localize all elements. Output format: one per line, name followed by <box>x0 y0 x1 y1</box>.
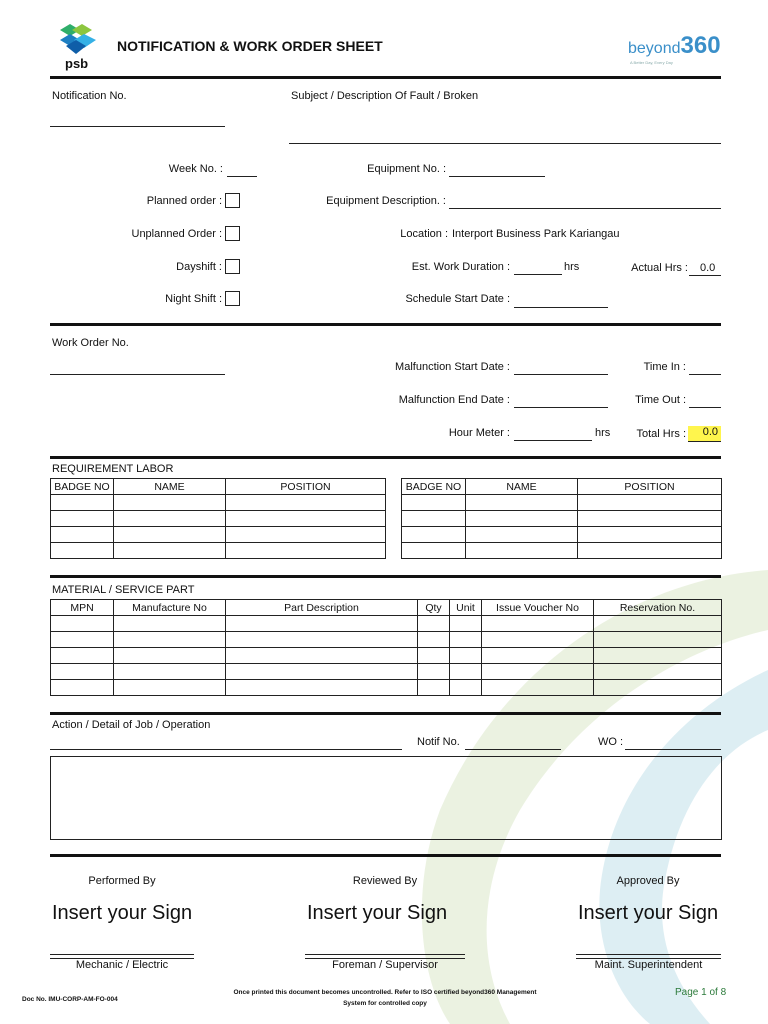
page-number: Page 1 of 8 <box>675 987 727 998</box>
subject-label: Subject / Description Of Fault / Broken <box>291 90 479 102</box>
col-header: BADGE NO <box>51 479 114 495</box>
night-shift-label: Night Shift : <box>165 293 222 305</box>
table-header-row <box>402 479 722 495</box>
cell[interactable] <box>418 648 450 664</box>
night-shift-checkbox[interactable] <box>225 291 240 306</box>
cell[interactable] <box>594 648 722 664</box>
table-header-row <box>51 479 386 495</box>
beyond360-logo <box>628 32 721 65</box>
col-header: Unit <box>450 600 482 616</box>
time-in-field[interactable] <box>689 374 721 375</box>
cell[interactable] <box>450 648 482 664</box>
cell[interactable] <box>226 527 386 543</box>
unplanned-order-checkbox[interactable] <box>225 226 240 241</box>
cell[interactable] <box>594 632 722 648</box>
cell[interactable] <box>51 495 114 511</box>
col-header: Manufacture No <box>114 600 226 616</box>
total-hrs-field[interactable] <box>688 426 721 442</box>
total-hrs-label: Total Hrs : <box>636 428 686 440</box>
cell[interactable] <box>51 543 114 559</box>
cell[interactable] <box>450 616 482 632</box>
col-header: POSITION <box>226 479 386 495</box>
location-label: Location : <box>400 228 448 240</box>
cell[interactable] <box>466 527 578 543</box>
hour-meter-field[interactable] <box>514 440 592 441</box>
work-order-no-field[interactable] <box>50 374 225 375</box>
est-work-duration-unit: hrs <box>564 261 580 273</box>
cell[interactable] <box>466 511 578 527</box>
planned-order-checkbox[interactable] <box>225 193 240 208</box>
table-row[interactable] <box>51 616 722 632</box>
time-out-label: Time Out : <box>635 394 686 406</box>
cell[interactable] <box>466 495 578 511</box>
cell[interactable] <box>466 543 578 559</box>
approved-by-sign[interactable]: Insert your Sign <box>578 902 719 924</box>
page-title: NOTIFICATION & WORK ORDER SHEET <box>117 38 383 54</box>
reviewed-by-role: Foreman / Supervisor <box>332 959 438 971</box>
cell[interactable] <box>418 664 450 680</box>
actual-hrs-value: 0.0 <box>700 262 716 274</box>
action-detail-textarea[interactable] <box>50 756 722 840</box>
cell[interactable] <box>114 632 226 648</box>
cell[interactable] <box>226 648 418 664</box>
cell[interactable] <box>450 632 482 648</box>
table-row[interactable] <box>402 527 722 543</box>
hour-meter-label: Hour Meter : <box>448 427 510 439</box>
subject-field[interactable] <box>289 143 721 144</box>
brand-prefix: beyond <box>628 40 681 57</box>
cell[interactable] <box>482 632 594 648</box>
table-header-row <box>51 600 722 616</box>
table-row[interactable] <box>402 511 722 527</box>
total-hrs-value: 0.0 <box>702 426 718 438</box>
material-section-title: MATERIAL / SERVICE PART <box>52 584 195 596</box>
planned-order-label: Planned order : <box>146 195 222 207</box>
equipment-description-field[interactable] <box>449 208 721 209</box>
wo-field[interactable] <box>625 749 721 750</box>
col-header: Part Description <box>226 600 418 616</box>
cell[interactable] <box>482 648 594 664</box>
cell[interactable] <box>114 680 226 696</box>
equipment-no-label: Equipment No. : <box>367 163 446 175</box>
table-row[interactable] <box>51 527 386 543</box>
table-row[interactable] <box>51 511 386 527</box>
header-divider <box>50 76 721 79</box>
cell[interactable] <box>594 664 722 680</box>
table-row[interactable] <box>51 632 722 648</box>
equipment-no-field[interactable] <box>449 176 545 177</box>
cell[interactable] <box>114 527 226 543</box>
cell[interactable] <box>114 495 226 511</box>
table-row[interactable] <box>402 495 722 511</box>
est-work-duration-label: Est. Work Duration : <box>411 261 510 273</box>
cell[interactable] <box>226 680 418 696</box>
cell[interactable] <box>418 616 450 632</box>
cell[interactable] <box>594 680 722 696</box>
notif-no-label: Notif No. <box>417 736 460 748</box>
col-header: MPN <box>51 600 114 616</box>
col-header: Reservation No. <box>594 600 722 616</box>
cell[interactable] <box>482 616 594 632</box>
psb-logo-icon <box>56 22 102 58</box>
location-value: Interport Business Park Kariangau <box>452 228 620 240</box>
cell[interactable] <box>578 543 722 559</box>
psb-logo-text: psb <box>65 56 89 71</box>
section-divider-4 <box>50 712 721 715</box>
action-detail-title: Action / Detail of Job / Operation <box>52 719 211 731</box>
cell[interactable] <box>578 527 722 543</box>
doc-number: Doc No. IMU-CORP-AM-FO-004 <box>22 996 118 1003</box>
cell[interactable] <box>450 680 482 696</box>
cell[interactable] <box>450 664 482 680</box>
est-work-duration-field[interactable] <box>514 274 562 275</box>
actual-hrs-field[interactable] <box>689 275 721 276</box>
col-header: Qty <box>418 600 450 616</box>
cell[interactable] <box>114 543 226 559</box>
performed-by-role: Mechanic / Electric <box>75 959 169 971</box>
cell[interactable] <box>482 680 594 696</box>
cell[interactable] <box>226 664 418 680</box>
section-divider-3 <box>50 575 721 578</box>
unplanned-order-label: Unplanned Order : <box>131 228 222 240</box>
cell[interactable] <box>226 495 386 511</box>
time-in-label: Time In : <box>643 361 686 373</box>
col-header: POSITION <box>578 479 722 495</box>
dayshift-checkbox[interactable] <box>225 259 240 274</box>
footer-note <box>200 987 570 1009</box>
table-row[interactable] <box>402 543 722 559</box>
hour-meter-unit: hrs <box>595 427 611 439</box>
col-header: NAME <box>466 479 578 495</box>
cell[interactable] <box>402 511 466 527</box>
cell[interactable] <box>402 543 466 559</box>
table-row[interactable] <box>51 543 386 559</box>
malfunction-end-date-field[interactable] <box>514 407 608 408</box>
approved-by-title: Approved By <box>616 875 680 887</box>
cell[interactable] <box>226 632 418 648</box>
performed-by-sign[interactable]: Insert your Sign <box>52 902 193 924</box>
cell[interactable] <box>226 616 418 632</box>
cell[interactable] <box>114 616 226 632</box>
actual-hrs-label: Actual Hrs : <box>631 262 688 274</box>
table-row[interactable] <box>51 680 722 696</box>
week-no-label: Week No. : <box>168 163 223 175</box>
requirement-labor-title: REQUIREMENT LABOR <box>52 463 174 475</box>
labor-table-right <box>401 478 722 559</box>
table-row[interactable] <box>51 664 722 680</box>
cell[interactable] <box>51 511 114 527</box>
col-header: BADGE NO <box>402 479 466 495</box>
cell[interactable] <box>51 648 114 664</box>
footer-note-line-1: Once printed this document becomes uncontrolled. Refer to ISO certified beyond360 Management <box>233 989 537 996</box>
reviewed-by-sign[interactable]: Insert your Sign <box>307 902 448 924</box>
equipment-description-label: Equipment Description. : <box>326 195 446 207</box>
cell[interactable] <box>51 616 114 632</box>
schedule-start-date-label: Schedule Start Date : <box>405 293 510 305</box>
table-row[interactable] <box>51 648 722 664</box>
dayshift-label: Dayshift : <box>176 261 222 273</box>
schedule-start-date-field[interactable] <box>514 307 608 308</box>
cell[interactable] <box>578 511 722 527</box>
footer-note-line-2: System for controlled copy <box>343 1000 427 1007</box>
action-detail-line <box>50 749 402 750</box>
cell[interactable] <box>578 495 722 511</box>
cell[interactable] <box>418 680 450 696</box>
col-header: NAME <box>114 479 226 495</box>
brand-number: 360 <box>680 32 721 59</box>
section-divider-1 <box>50 323 721 326</box>
week-no-field[interactable] <box>227 176 257 177</box>
col-header: Issue Voucher No <box>482 600 594 616</box>
reviewed-by-title: Reviewed By <box>352 875 418 887</box>
labor-table-left <box>50 478 386 559</box>
cell[interactable] <box>51 680 114 696</box>
time-out-field[interactable] <box>689 407 721 408</box>
cell[interactable] <box>226 511 386 527</box>
cell[interactable] <box>114 664 226 680</box>
malfunction-end-date-label: Malfunction End Date : <box>398 394 510 406</box>
cell[interactable] <box>51 527 114 543</box>
cell[interactable] <box>594 616 722 632</box>
cell[interactable] <box>226 543 386 559</box>
section-divider-2 <box>50 456 721 459</box>
notification-no-field[interactable] <box>50 126 225 127</box>
cell[interactable] <box>482 664 594 680</box>
cell[interactable] <box>402 495 466 511</box>
cell[interactable] <box>51 632 114 648</box>
cell[interactable] <box>402 527 466 543</box>
cell[interactable] <box>114 511 226 527</box>
notification-no-label: Notification No. <box>52 90 127 102</box>
section-divider-5 <box>50 854 721 857</box>
cell[interactable] <box>418 632 450 648</box>
table-row[interactable] <box>51 495 386 511</box>
performed-by-title: Performed By <box>88 875 156 887</box>
wo-label: WO : <box>598 736 624 748</box>
brand-tagline: A Better Day, Every Day <box>630 60 673 65</box>
cell[interactable] <box>51 664 114 680</box>
malfunction-start-date-field[interactable] <box>514 374 608 375</box>
approved-by-role: Maint. Superintendent <box>594 959 703 971</box>
material-table <box>50 599 722 696</box>
malfunction-start-date-label: Malfunction Start Date : <box>395 361 510 373</box>
cell[interactable] <box>114 648 226 664</box>
work-order-no-label: Work Order No. <box>52 337 129 349</box>
notif-no-field[interactable] <box>465 749 561 750</box>
